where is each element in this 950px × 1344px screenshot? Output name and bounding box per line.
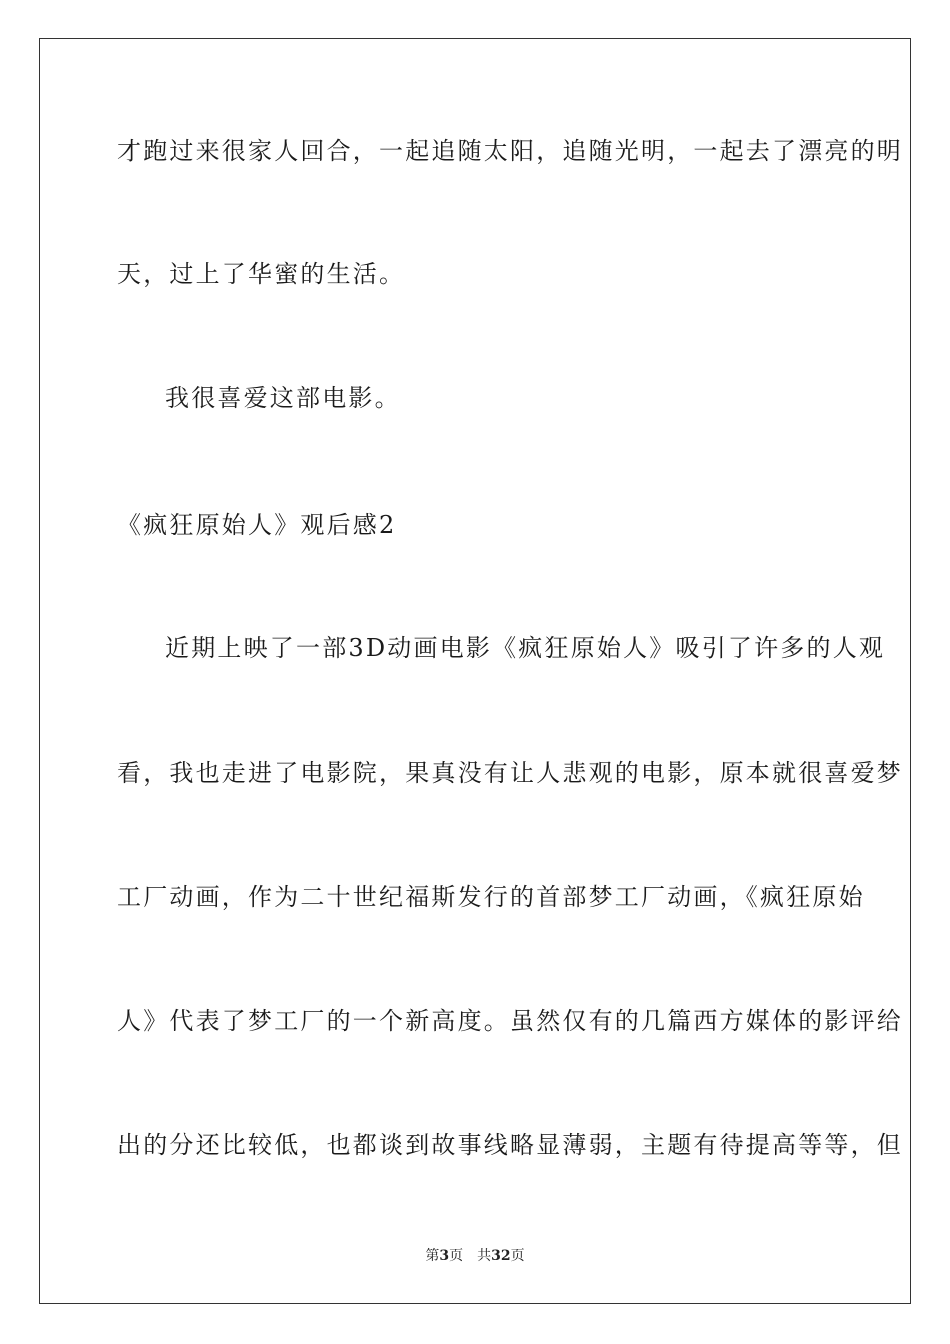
page-prefix: 第 <box>425 1248 440 1264</box>
total-pages: 32 <box>491 1248 511 1264</box>
page-suffix: 页 <box>449 1248 464 1264</box>
body-line-1: 才跑过来很家人回合，一起追随太阳，追随光明，一起去了漂亮的明 <box>117 137 903 165</box>
body-line-2: 天，过上了华蜜的生活。 <box>117 260 406 288</box>
page-footer <box>0 1246 950 1266</box>
total-suffix: 页 <box>510 1248 525 1264</box>
body-paragraph: 我很喜爱这部电影。 <box>165 384 401 412</box>
section-heading: 《疯狂原始人》观后感2 <box>117 511 397 539</box>
page-border <box>39 38 911 1304</box>
body-line-9: 出的分还比较低，也都谈到故事线略显薄弱，主题有待提高等等，但 <box>117 1131 903 1159</box>
body-line-7: 工厂动画，作为二十世纪福斯发行的首部梦工厂动画，《疯狂原始 <box>117 883 865 911</box>
body-line-5: 近期上映了一部3D动画电影《疯狂原始人》吸引了许多的人观 <box>165 634 886 662</box>
total-prefix: 共 <box>477 1248 492 1264</box>
body-line-8: 人》代表了梦工厂的一个新高度。虽然仅有的几篇西方媒体的影评给 <box>117 1007 903 1035</box>
page-number: 3 <box>439 1248 450 1264</box>
body-line-6: 看，我也走进了电影院，果真没有让人悲观的电影，原本就很喜爱梦 <box>117 759 903 787</box>
